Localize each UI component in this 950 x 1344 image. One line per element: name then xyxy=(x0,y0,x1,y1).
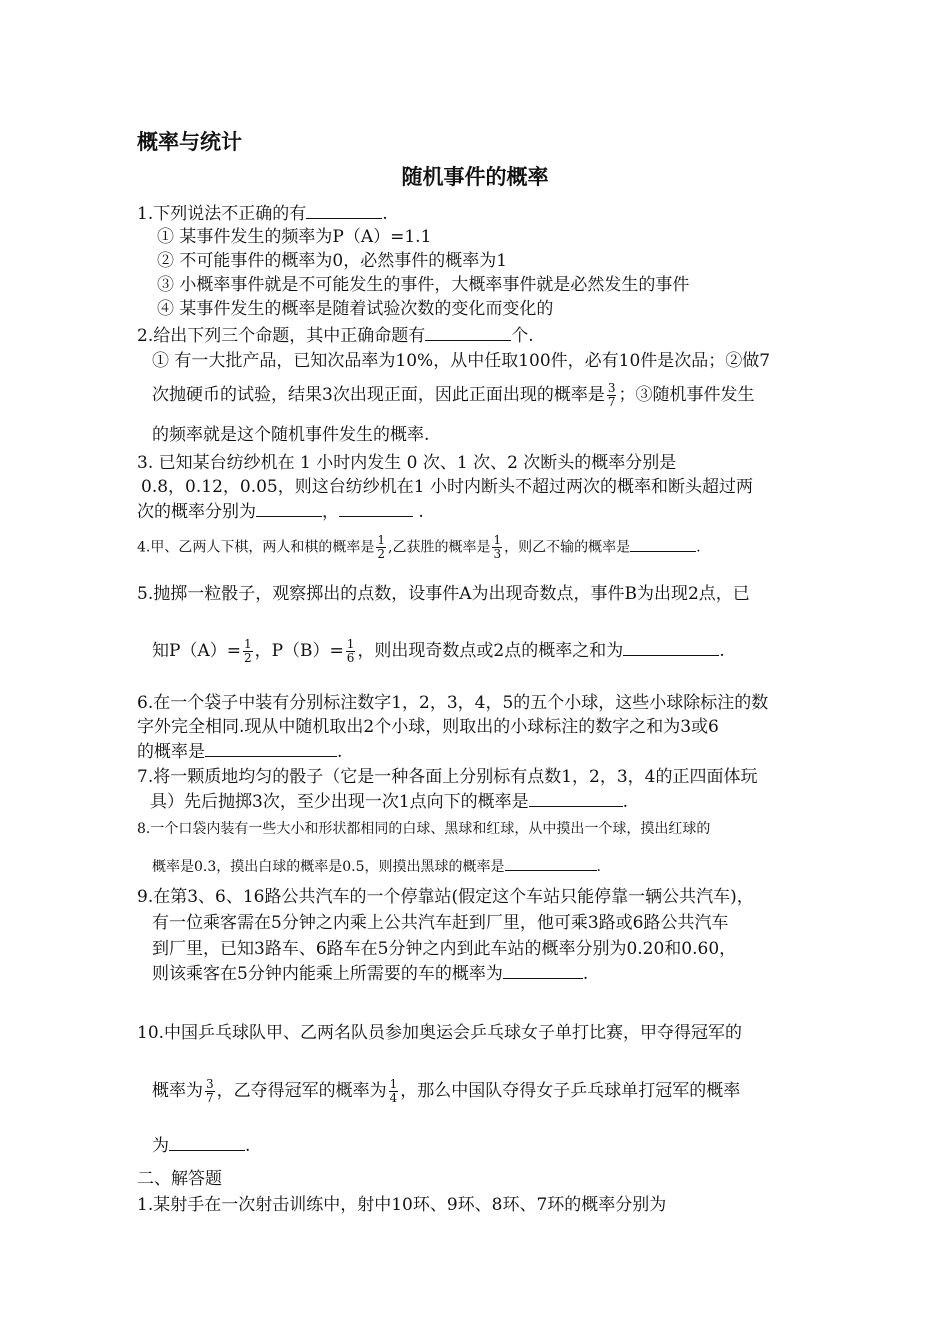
answer-blank xyxy=(306,202,382,219)
question-5-line-2: 知P（A）= $\frac{1}{2}$ ，P（B）= $\frac{1}{6}$ ，则出现奇数点或2点的概率之和为 . xyxy=(152,637,725,665)
section-heading: 概率与统计 xyxy=(137,130,242,154)
question-9-line-3: 到厂里，已知3路车、6路车在5分钟之内到此车站的概率分别为0.20和0.60， xyxy=(152,939,737,959)
fraction: $\frac{1}{4}$ xyxy=(389,1077,398,1105)
page-title: 随机事件的概率 xyxy=(401,165,549,189)
fraction: $\frac{3}{7}$ xyxy=(206,1077,214,1105)
question-6-line-3: 的概率是 . xyxy=(137,742,343,762)
fraction: $\frac{1}{3}$ xyxy=(493,533,502,561)
answer-blank xyxy=(505,857,597,871)
question-9-line-4: 则该乘客在5分钟内能乘上所需要的车的概率为 . xyxy=(152,964,589,984)
fraction: $\frac{3}{7}$ xyxy=(607,381,616,409)
question-9-line-2: 有一位乘客需在5分钟之内乘上公共汽车赶到厂里，他可乘3路或6路公共汽车 xyxy=(152,913,729,933)
answer-blank xyxy=(339,500,413,517)
answer-blank xyxy=(169,1134,245,1151)
question-1-option-4: ④ 某事件发生的概率是随着试验次数的变化而变化的 xyxy=(157,299,554,319)
answer-blank xyxy=(529,790,623,807)
question-1-option-2: ② 不可能事件的概率为0，必然事件的概率为1 xyxy=(157,251,508,271)
question-2-line-1: ① 有一大批产品，已知次品率为10%，从中任取100件，必有10件是次品；②做7 xyxy=(152,351,771,371)
question-7-line-1: 7.将一颗质地均匀的骰子（它是一种各面上分别标有点数1，2，3，4的正四面体玩 xyxy=(137,767,758,787)
part-2-heading: 二、解答题 xyxy=(137,1169,222,1189)
answer-blank xyxy=(630,538,696,552)
part-2-question-1: 1.某射手在一次射击训练中，射中10环、9环、8环、7环的概率分别为 xyxy=(137,1195,667,1215)
question-9-line-1: 9.在第3、6、16路公共汽车的一个停靠站(假定这个车站只能停靠一辆公共汽车)， xyxy=(137,887,754,907)
answer-blank xyxy=(205,740,337,757)
fraction: $\frac{1}{2}$ xyxy=(243,637,252,665)
question-6-line-1: 6.在一个袋子中装有分别标注数字1，2，3，4，5的五个小球，这些小球除标注的数 xyxy=(137,693,769,713)
answer-blank xyxy=(256,500,322,517)
fraction: $\frac{1}{2}$ xyxy=(377,533,385,561)
question-4: 4.甲、乙两人下棋，两人和棋的概率是 $\frac{1}{2}$ ,乙获胜的概率是 $\frac{1}{3}$ ，则乙不输的概率是 . xyxy=(137,533,701,561)
question-3-line-1: 3. 已知某台纺纱机在 1 小时内发生 0 次、1 次、2 次断头的概率分别是 xyxy=(137,453,677,473)
question-1-option-3: ③ 小概率事件就是不可能发生的事件，大概率事件就是必然发生的事件 xyxy=(157,275,690,295)
question-3-line-2: 0.8，0.12，0.05，则这台纺纱机在1 小时内断头不超过两次的概率和断头超过两 xyxy=(141,477,753,497)
question-7-line-2: 具）先后抛掷3次，至少出现一次1点向下的概率是 . xyxy=(150,792,629,812)
question-2-line-3: 的频率就是这个随机事件发生的概率. xyxy=(152,425,430,445)
question-2-line-2: 次抛硬币的试验，结果3次出现正面，因此正面出现的概率是 $\frac{3}{7}$ ；③随机事件发生 xyxy=(152,381,755,409)
question-3-line-3: 次的概率分别为 ， . xyxy=(137,502,424,522)
question-6-line-2: 字外完全相同.现从中随机取出2个小球，则取出的小球标注的数字之和为3或6 xyxy=(137,717,719,737)
question-2-stem: 2.给出下列三个命题，其中正确命题有 个. xyxy=(137,326,534,346)
question-10-line-3: 为 . xyxy=(152,1136,251,1156)
answer-blank xyxy=(425,324,511,341)
question-10-line-1: 10.中国乒乓球队甲、乙两名队员参加奥运会乒乓球女子单打比赛，甲夺得冠军的 xyxy=(137,1023,743,1043)
question-8-line-2: 概率是0.3，摸出白球的概率是0.5，则摸出黑球的概率是 . xyxy=(152,859,601,875)
question-10-line-2: 概率为 $\frac{3}{7}$ ，乙夺得冠军的概率为 $\frac{1}{4}$ ，那么中国队夺得女子乒乓球单打冠军的概率 xyxy=(152,1077,741,1105)
question-5-line-1: 5.抛掷一粒骰子，观察掷出的点数，设事件A为出现奇数点，事件B为出现2点，已 xyxy=(137,584,750,604)
fraction: $\frac{1}{6}$ xyxy=(346,637,355,665)
question-8-line-1: 8.一个口袋内装有一些大小和形状都相同的白球、黑球和红球，从中摸出一个球，摸出红球的 xyxy=(137,821,711,837)
answer-blank xyxy=(623,639,719,656)
question-1-stem: 1.下列说法不正确的有 . xyxy=(137,204,388,224)
question-1-option-1: ① 某事件发生的频率为P（A）=1.1 xyxy=(157,227,432,247)
answer-blank xyxy=(503,962,583,979)
